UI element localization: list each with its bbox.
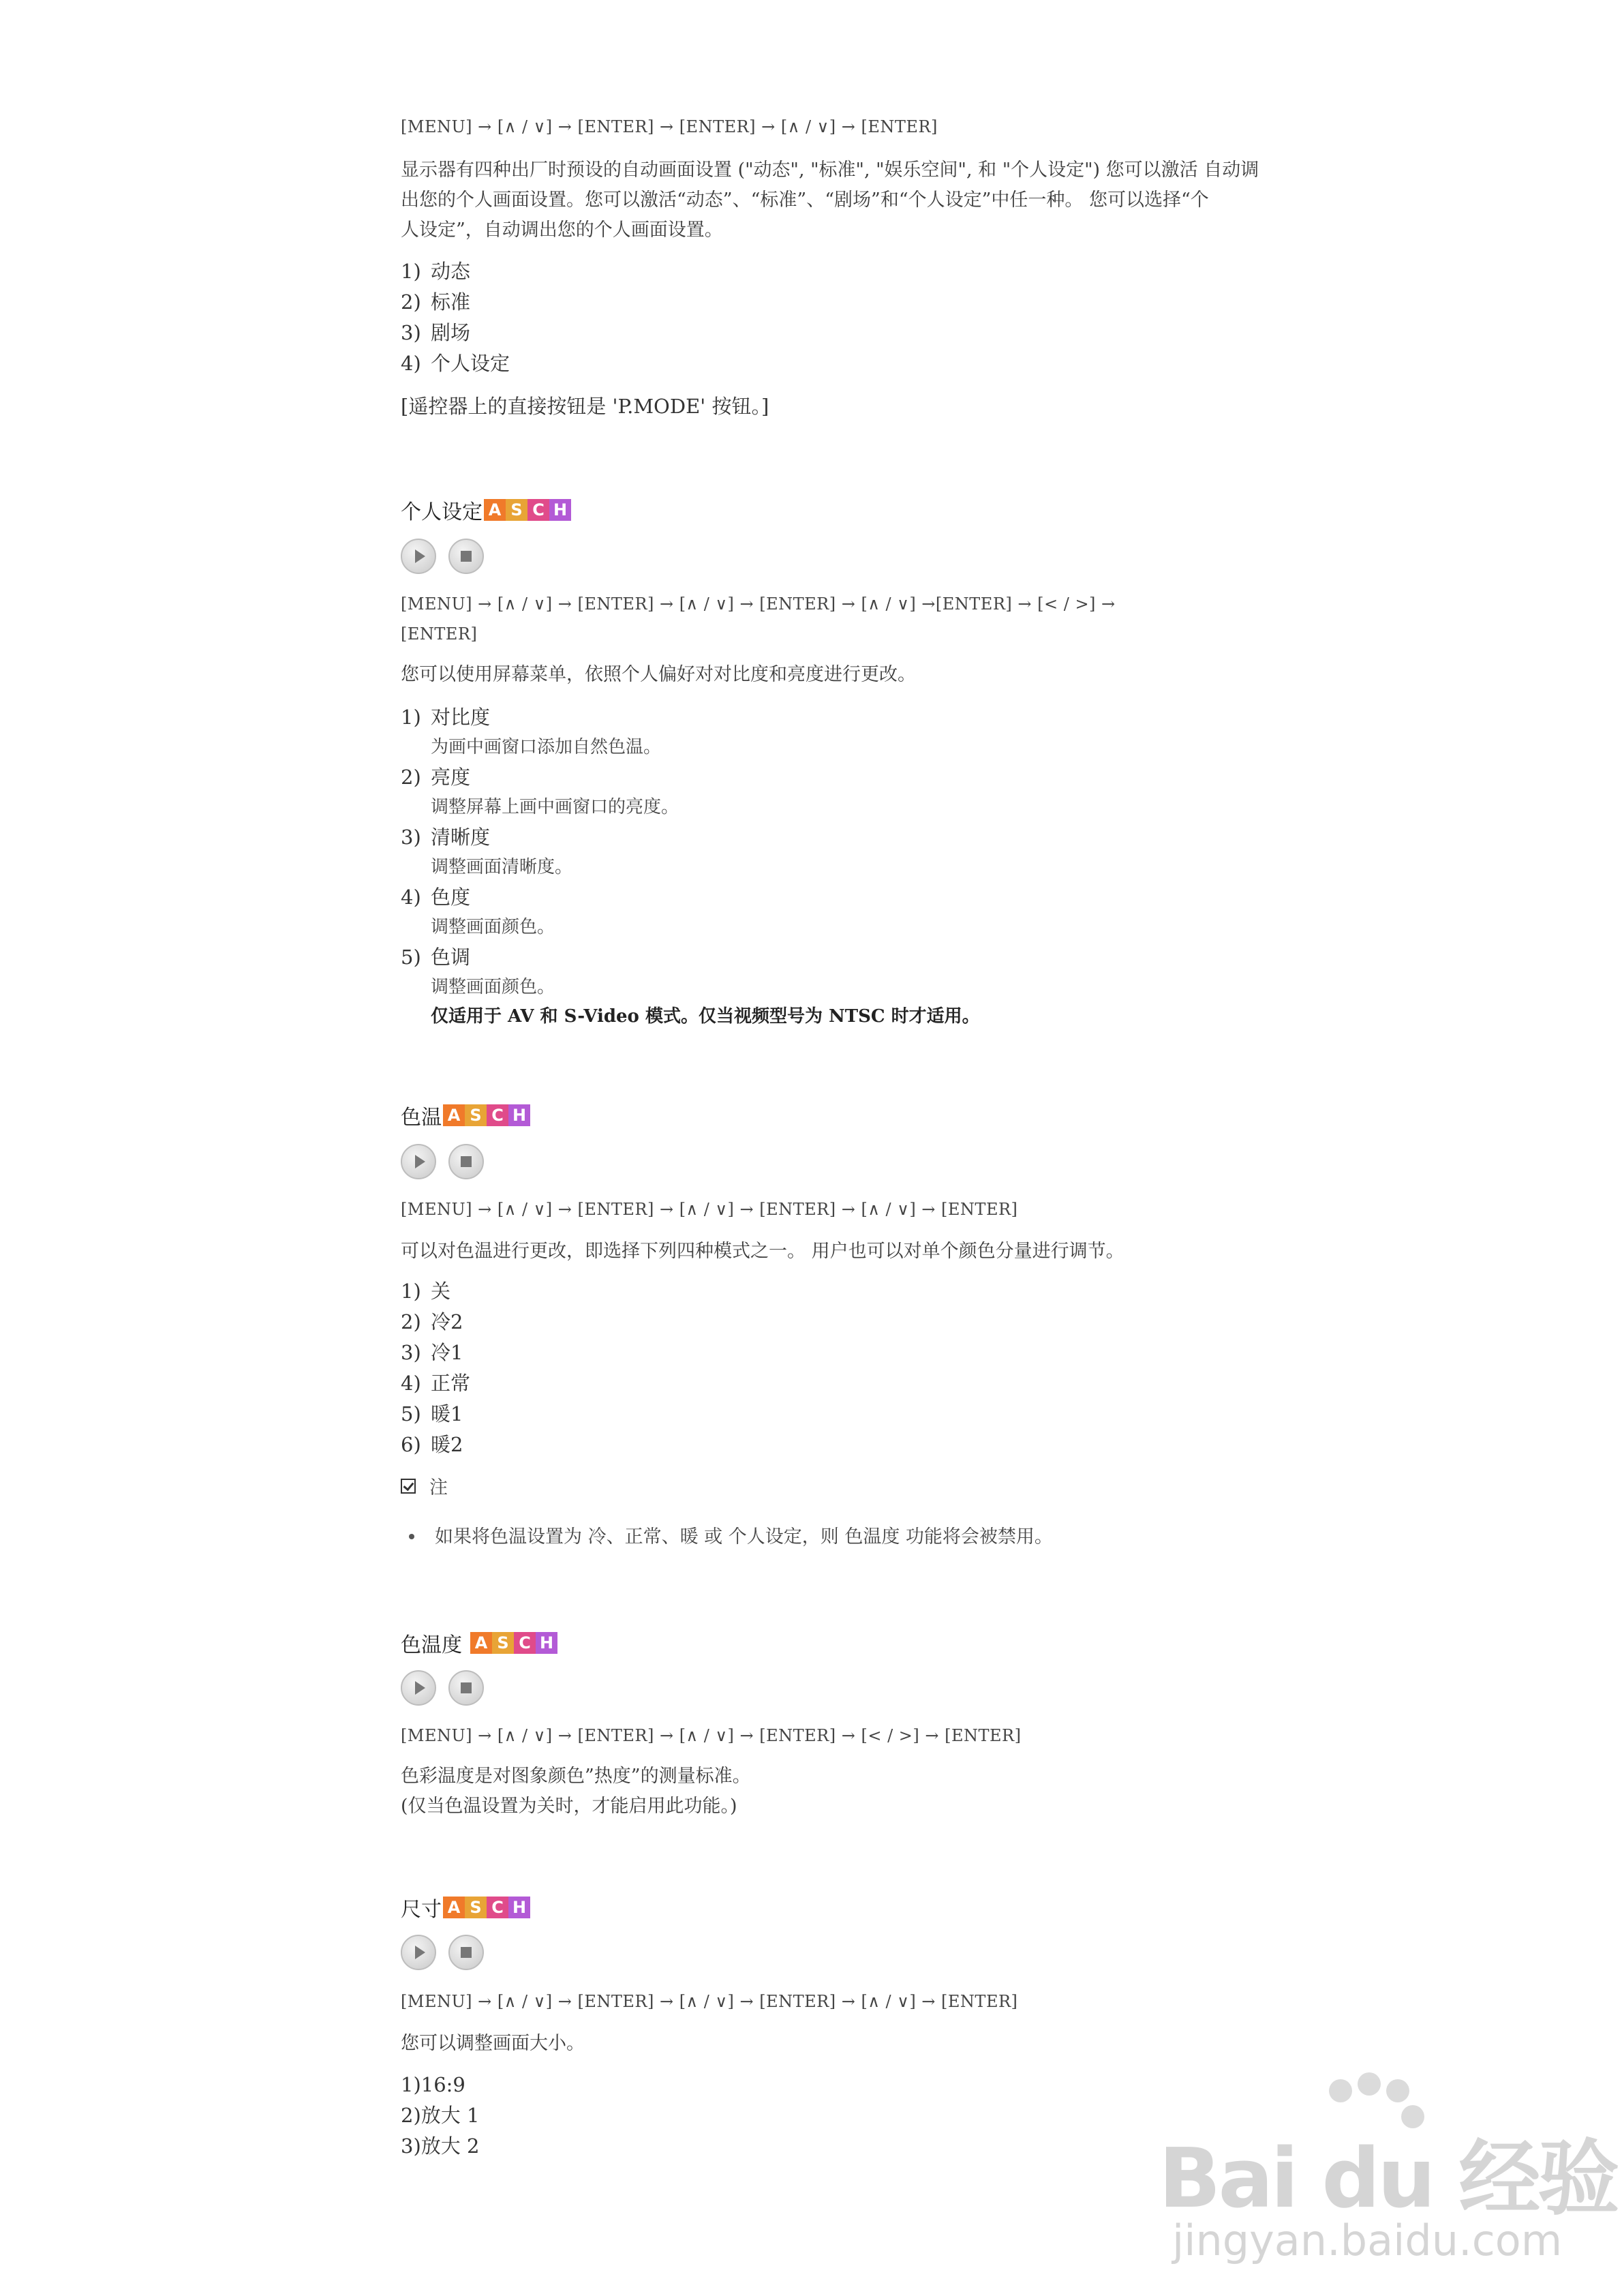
asch-badge: A S C H [470,1632,557,1654]
list-item: 5) 色调 [401,946,471,969]
stop-button[interactable] [448,1144,484,1179]
color-tone-list [401,1276,470,1460]
list-item: 2) 亮度 [401,766,471,789]
stop-icon [461,1947,472,1958]
list-item-desc: 调整画面清晰度。 [431,857,573,877]
list-item-desc: 调整画面颜色。 [431,977,555,997]
section-heading-custom: 个人设定 A S C H [401,495,571,525]
list-item: 1) 关 [401,1280,451,1303]
list-item: 4) 色度 [401,886,471,909]
color-temp-nav-path: [MENU] → [∧ / ∨] → [ENTER] → [∧ / ∨] → [ENTER] → [< / >] → [ENTER] [401,1726,1022,1745]
intro-mode-list [401,256,510,379]
custom-nav-path: [MENU] → [∧ / ∨] → [ENTER] → [∧ / ∨] → [ENTER] → [∧ / ∨] →[ENTER] → [< / >] → [401,594,1116,614]
play-button[interactable] [401,539,436,574]
bullet-icon [409,1534,414,1539]
list-item: 4) 个人设定 [401,352,510,375]
section-heading-size: 尺寸 A S C H [401,1892,530,1922]
ntsc-note: 仅适用于 AV 和 S-Video 模式。仅当视频型号为 NTSC 时才适用。 [431,1006,980,1027]
paw-icon [1386,2079,1409,2102]
list-item: 3) 清晰度 [401,826,491,849]
intro-nav-path: [MENU] → [∧ / ∨] → [ENTER] → [ENTER] → [∧ / ∨] → [ENTER] [401,117,938,136]
list-item: 3) 冷1 [401,1341,463,1364]
section-heading-color-temp: 色温度 A S C H [401,1628,557,1658]
watermark-logo: Bai du 经验 [1159,2132,1617,2226]
list-item: 2)放大 1 [401,2104,480,2127]
play-button[interactable] [401,1670,436,1706]
list-item: 1) 对比度 [401,706,491,729]
stop-button[interactable] [448,1670,484,1706]
stop-icon [461,551,472,562]
list-item: 3) 剧场 [401,321,471,344]
play-icon [415,549,425,563]
intro-description: 显示器有四种出厂时预设的自动画面设置 ("动态", "标准", "娱乐空间", 和 "个人设定") 您可以激活 自动调 出您的个人画面设置。您可以激活“动态”、“标准”、“剧场”和“个人设定”中任一种。 您可以选择“个 人设定”，自动调出您的个人画面设置。 [401,160,1259,241]
size-nav-path: [MENU] → [∧ / ∨] → [ENTER] → [∧ / ∨] → [ENTER] → [∧ / ∨] → [ENTER] [401,1992,1018,2011]
asch-badge: A S C H [484,499,571,521]
play-icon [415,1155,425,1168]
play-icon [415,1681,425,1695]
list-item-desc: 为画中画窗口添加自然色温。 [431,737,662,757]
playback-controls-custom [401,539,484,574]
stop-button[interactable] [448,1935,484,1970]
paw-icon [1358,2072,1381,2096]
size-list [401,2070,479,2162]
custom-settings-list [401,702,980,1031]
custom-description: 您可以使用屏幕菜单，依照个人偏好对对比度和亮度进行更改。 [401,664,916,685]
list-item-desc: 调整屏幕上画中画窗口的亮度。 [431,797,679,817]
color-tone-nav-path: [MENU] → [∧ / ∨] → [ENTER] → [∧ / ∨] → [ENTER] → [∧ / ∨] → [ENTER] [401,1200,1018,1219]
list-item: 1)16:9 [401,2073,465,2096]
size-description: 您可以调整画面大小。 [401,2033,585,2054]
section-heading-color-tone: 色温 A S C H [401,1100,530,1130]
stop-button[interactable] [448,539,484,574]
play-button[interactable] [401,1935,436,1970]
note-bullet: 如果将色温设置为 冷、正常、暖 或 个人设定，则 色温度 功能将会被禁用。 [401,1522,1053,1548]
playback-controls-size [401,1935,484,1970]
list-item: 2) 标准 [401,290,471,314]
list-item: 2) 冷2 [401,1310,463,1333]
stop-icon [461,1682,472,1693]
color-temp-description: 色彩温度是对图象颜色”热度”的测量标准。 (仅当色温设置为关时，才能启用此功能。) [401,1766,751,1817]
play-button[interactable] [401,1144,436,1179]
playback-controls-color-temp [401,1670,484,1706]
stop-icon [461,1156,472,1167]
playback-controls-color-tone [401,1144,484,1179]
list-item: 1) 动态 [401,260,471,283]
asch-badge: A S C H [443,1104,530,1126]
list-item: 4) 正常 [401,1372,471,1395]
remote-button-note: [遥控器上的直接按钮是 'P.MODE' 按钮。] [401,395,769,418]
asch-badge: A S C H [443,1897,530,1918]
play-icon [415,1946,425,1959]
baidu-watermark [1159,2072,1617,2277]
watermark-url: jingyan.baidu.com [1172,2216,1563,2265]
list-item: 3)放大 2 [401,2134,480,2158]
custom-nav-path-cont: [ENTER] [401,624,478,644]
checkbox-icon [401,1479,416,1494]
color-tone-description: 可以对色温进行更改，即选择下列四种模式之一。 用户也可以对单个颜色分量进行调节。 [401,1241,1124,1262]
paw-icon [1329,2079,1352,2102]
list-item: 5) 暖1 [401,1402,463,1425]
list-item: 6) 暖2 [401,1433,463,1456]
note-label: 注 [401,1472,448,1499]
list-item-desc: 调整画面颜色。 [431,917,555,937]
